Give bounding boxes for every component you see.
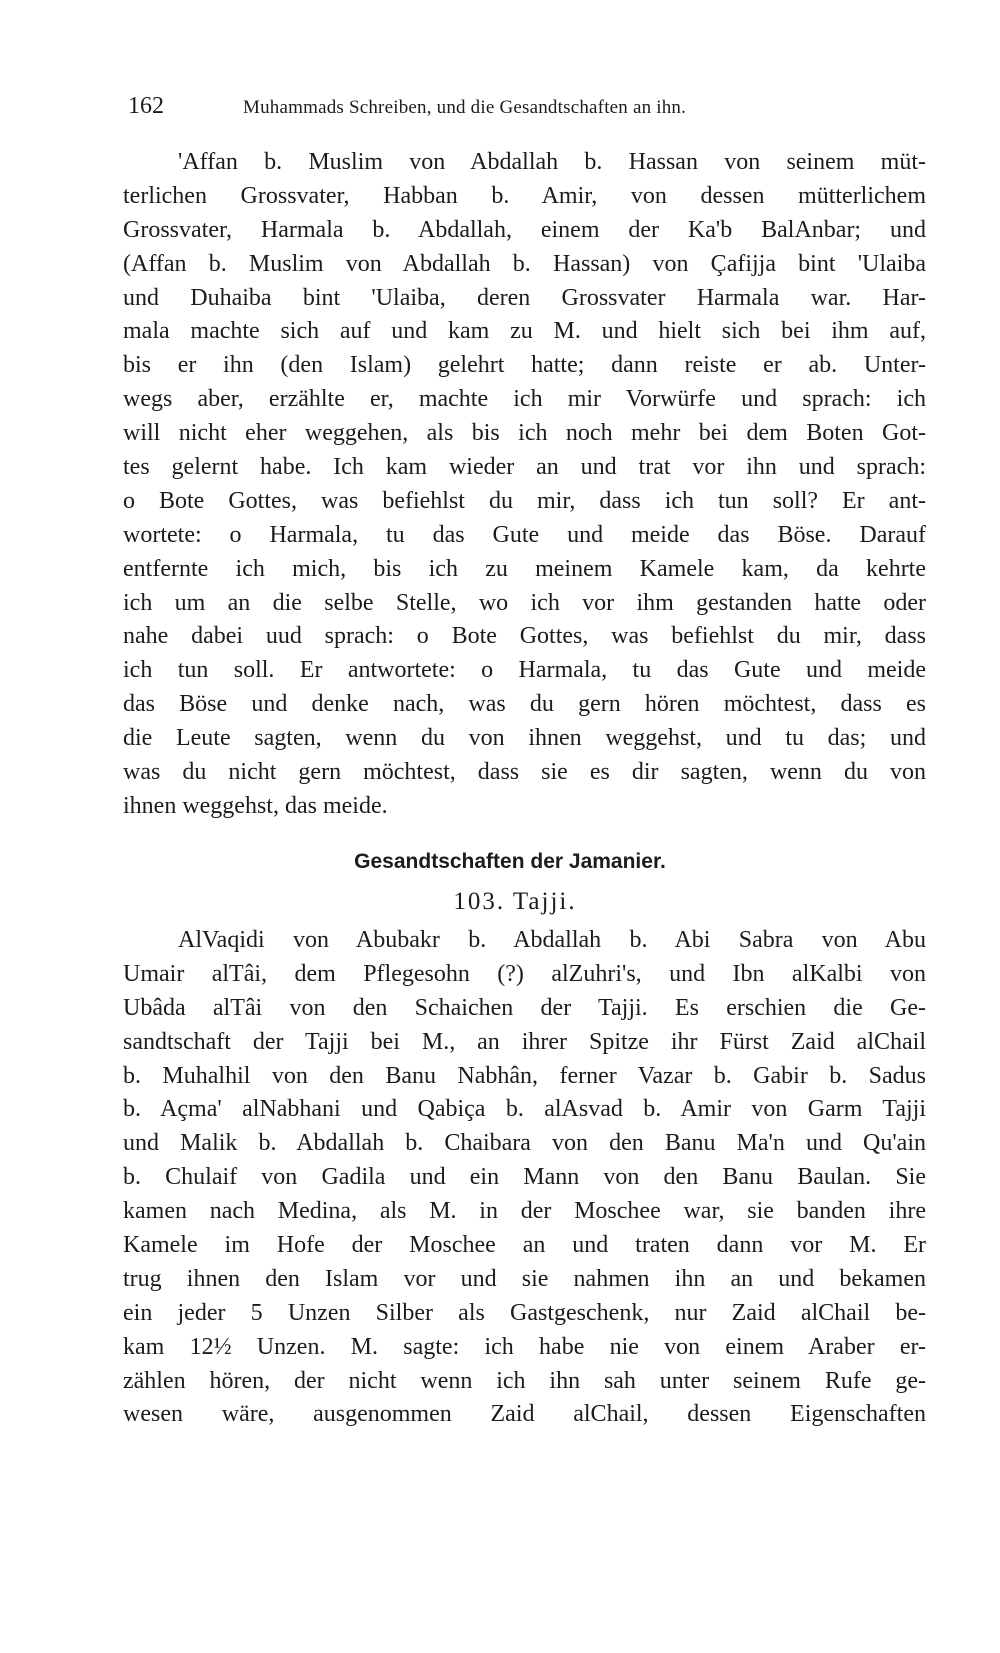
text-line: (Affan b. Muslim von Abdallah b. Hassan) von Çafijja bint 'Ulaiba (123, 250, 926, 277)
text-line: kamen nach Medina, als M. in der Moschee war, sie banden ihre (123, 1198, 926, 1225)
text-line: und Malik b. Abdallah b. Chaibara von den Banu Ma'n und Qu'ain (123, 1130, 926, 1157)
text-line: die Leute sagten, wenn du von ihnen weggehst, und tu das; und (123, 725, 926, 752)
text-line: trug ihnen den Islam vor und sie nahmen ihn an und bekamen (123, 1265, 926, 1292)
text-line: und Duhaiba bint 'Ulaiba, deren Grossvater Harmala war. Har- (123, 284, 926, 311)
text-line: sandtschaft der Tajji bei M., an ihrer Spitze ihr Fürst Zaid alChail (123, 1028, 926, 1055)
text-line: will nicht eher weggehen, als bis ich noch mehr bei dem Boten Got- (123, 420, 926, 447)
text-line: b. Chulaif von Gadila und ein Mann von den Banu Baulan. Sie (123, 1164, 926, 1191)
paragraph-1 (123, 146, 926, 824)
text-line: entfernte ich mich, bis ich zu meinem Kamele kam, da kehrte (123, 555, 926, 582)
text-line: Ubâda alTâi von den Schaichen der Tajji. Es erschien die Ge- (123, 994, 926, 1021)
text-line: ich um an die selbe Stelle, wo ich vor ihm gestanden hatte oder (123, 589, 926, 616)
text-line: AlVaqidi von Abubakr b. Abdallah b. Abi Sabra von Abu (178, 927, 926, 953)
text-line: Grossvater, Harmala b. Abdallah, einem der Ka'b BalAnbar; und (123, 216, 926, 243)
section-heading (0, 850, 1000, 874)
section-number-text: 103. Tajji. (453, 888, 577, 915)
text-line: nahe dabei uud sprach: o Bote Gottes, was befiehlst du mir, dass (123, 623, 926, 650)
text-line: terlichen Grossvater, Habban b. Amir, von dessen mütterlichem (123, 182, 926, 209)
page-number: 162 (128, 93, 164, 119)
text-line: wegs aber, erzählte er, machte ich mir Vorwürfe und sprach: ich (123, 386, 926, 413)
section-number (0, 888, 1000, 916)
text-line: o Bote Gottes, was befiehlst du mir, dass ich tun soll? Er ant- (123, 487, 926, 514)
paragraph-2 (123, 924, 926, 1432)
text-line: das Böse und denke nach, was du gern hören möchtest, dass es (123, 691, 926, 718)
text-line: 'Affan b. Muslim von Abdallah b. Hassan von seinem müt- (178, 149, 926, 175)
text-line: mala machte sich auf und kam zu M. und hielt sich bei ihm auf, (123, 318, 926, 345)
section-heading-text: Gesandtschaften der Jamanier. (354, 850, 666, 873)
text-line: b. Muhalhil von den Banu Nabhân, ferner Vazar b. Gabir b. Sadus (123, 1062, 926, 1089)
text-line: bis er ihn (den Islam) gelehrt hatte; dann reiste er ab. Unter- (123, 352, 926, 379)
text-line: ihnen weggehst, das meide. (123, 792, 388, 819)
text-line: Umair alTâi, dem Pflegesohn (?) alZuhri's, und Ibn alKalbi von (123, 960, 926, 987)
text-line: tes gelernt habe. Ich kam wieder an und trat vor ihn und sprach: (123, 454, 926, 481)
text-line: ein jeder 5 Unzen Silber als Gastgeschenk, nur Zaid alChail be- (123, 1299, 926, 1326)
text-line: kam 12½ Unzen. M. sagte: ich habe nie von einem Araber er- (123, 1333, 926, 1360)
text-line: Kamele im Hofe der Moschee an und traten dann vor M. Er (123, 1232, 926, 1259)
text-line: wesen wäre, ausgenommen Zaid alChail, dessen Eigenschaften (123, 1401, 926, 1428)
running-title: Muhammads Schreiben, und die Gesandtschaften an ihn. (243, 97, 687, 118)
text-line: wortete: o Harmala, tu das Gute und meide das Böse. Darauf (123, 521, 926, 548)
page-header (128, 93, 928, 123)
text-line: zählen hören, der nicht wenn ich ihn sah unter seinem Rufe ge- (123, 1367, 926, 1394)
text-line: b. Açma' alNabhani und Qabiça b. alAsvad b. Amir von Garm Tajji (123, 1096, 926, 1123)
text-line: was du nicht gern möchtest, dass sie es dir sagten, wenn du von (123, 759, 926, 786)
text-line: ich tun soll. Er antwortete: o Harmala, tu das Gute und meide (123, 657, 926, 684)
